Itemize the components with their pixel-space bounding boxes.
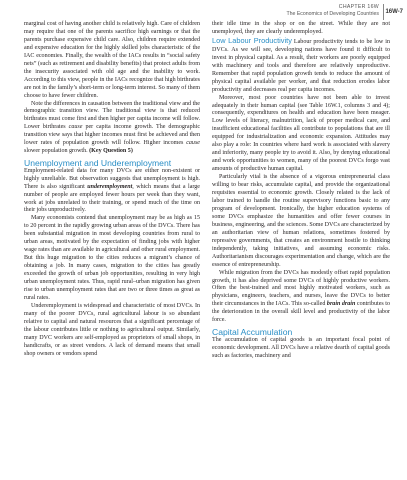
paragraph: Moreover, most poor countries have not been able to invest adequately in their human capital (see Table 16W.1, columns 3 and 4); consequently, expenditures on health and education have been meager. Low levels of literacy, malnutrition, lack of proper medical care, and insufficient educational facilities all contribute to populations that are ill equipped for industrialization and economic expansion. Attitudes may also play a role: In countries where hard work is associated with slavery and inferiority, many people try to avoid it. Also, by denying educational and work opportunities to women, many of the poorest DVCs forgo vast amounts of productive human capital. bbox=[212, 94, 390, 173]
section-heading-capital-accumulation: Capital Accumulation bbox=[212, 326, 293, 337]
section-heading-low-productivity: Low Labour Productivity bbox=[212, 35, 292, 45]
paragraph: Particularly vital is the absence of a vigorous entrepreneurial class willing to bear risks, accumulate capital, and provide the organizational requisites essential to economic growth. Closely related is the lack of labor trained to handle the routine supervisory functions basic to any program of development. Ironically, the higher education systems of some DVCs emphasize the humanities and offer fewer courses in business, engineering, and the sciences. Some DVCs are characterized by an authoritarian view of human relations, sometimes fostered by repressive governments, that creates an environment hostile to thinking independently, taking initiatives, and assuming economic risks. Authoritarianism discourages experimentation and change, which are the essence of entrepreneurship. bbox=[212, 174, 390, 268]
page-number: 16W-7 bbox=[385, 9, 403, 15]
paragraph: Many economists contend that unemployment may be as high as 15 to 20 percent in the rapidly growing urban areas of the DVCs. There has been substantial migration in most developing countries from rural to urban areas, motivated by the expectation of finding jobs with higher wage rates than are available in agricultural and other rural employment. But this huge migration to the cities reduces a migrant’s chance of obtaining a job. In many cases, migration to the cities has greatly exceeded the growth of urban job opportunities, resulting in very high urban unemployment rates. Thus, rapid rural–urban migration has given rise to urban unemployment rates that are two or three times as great as rural rates. bbox=[24, 215, 200, 301]
paragraph: Underemployment is widespread and characteristic of most DVCs. In many of the poorer DVCs, rural agricultural labour is so abundant relative to capital and natural resources that a significant percentage of the labour contributes little or nothing to agricultural output. Similarly, many DVC workers are self-employed as proprietors of small shops, in handicrafts, or as street vendors. A lack of demand means that small shop owners or vendors spend bbox=[24, 302, 200, 357]
chapter-label: CHAPTER 16W bbox=[338, 4, 379, 10]
chapter-title: The Economics of Developing Countries bbox=[286, 11, 379, 17]
paragraph: their idle time in the shop or on the street. While they are not unemployed, they are clearly underemployed. bbox=[212, 21, 390, 35]
paragraph: The accumulation of capital goods is an important focal point of economic development. All DVCs have a relative dearth of capital goods such as factories, machinery and bbox=[212, 336, 390, 359]
right-column bbox=[212, 21, 390, 361]
key-term: brain drain bbox=[326, 301, 356, 308]
paragraph: Employment-related data for many DVCs are either non-existent or highly unreliable. But observation suggests that unemployment is high. There is also significant underemployment, which means that a large number of people are employed fewer hours per week than they want, work at jobs unrelated to their training, or spend much of the time on their jobs unproductively. bbox=[24, 167, 200, 214]
paragraph: marginal cost of having another child is relatively high. Care of children may require that one of the parents sacrifice high earnings or that the parents purchase expensive child care. Also, children require extended and expensive education for the highly skilled jobs characteristic of the IAC economies. Finally, the wealth of the IACs results in “social safety nets” (such as retirement and disability benefits) that protect adults from the insecurity associated with old age and the inability to work. According to this view, people in the IACs recognize that high birthrates are not in the family’s short-term or long-term interest. So many of them choose to have fewer children. bbox=[24, 21, 200, 99]
left-column bbox=[24, 21, 200, 359]
header-divider bbox=[383, 4, 384, 20]
key-term: underemployment bbox=[87, 183, 133, 190]
key-question-ref: (Key Question 5) bbox=[89, 148, 133, 155]
running-header bbox=[286, 4, 379, 18]
paragraph: Low Labour Productivity Labour productivity tends to be low in DVCs. As we will see, developing nations have found it difficult to invest in physical capital. As a result, their workers are poorly equipped with machinery and tools and therefore are relatively unproductive. Remember that rapid population growth tends to reduce the amount of physical capital available per worker, and that reduction erodes labor productivity and decreases real per capita incomes. bbox=[212, 35, 390, 93]
section-heading-unemployment: Unemployment and Underemployment bbox=[24, 157, 172, 168]
paragraph: While migration from the DVCs has modestly offset rapid population growth, it has also deprived some DVCs of highly productive workers. Often the best-trained and most highly motivated workers, such as physicians, engineers, teachers, and nurses, leave the DVCs to better their circumstances in the IACs. This so-called brain drain contributes to the deterioration in the overall skill level and productivity of the labor force. bbox=[212, 269, 390, 324]
paragraph: Note the differences in causation between the traditional view and the demographic transition view. The traditional view is that reduced birthrates must come first and then higher per capita income will follow. Lower birthrates cause per capita income growth. The demographic transition view says that higher incomes must first be achieved and then lower rates of population growth will follow. Higher incomes cause slower population growth. (Key Question 5) bbox=[24, 100, 200, 155]
